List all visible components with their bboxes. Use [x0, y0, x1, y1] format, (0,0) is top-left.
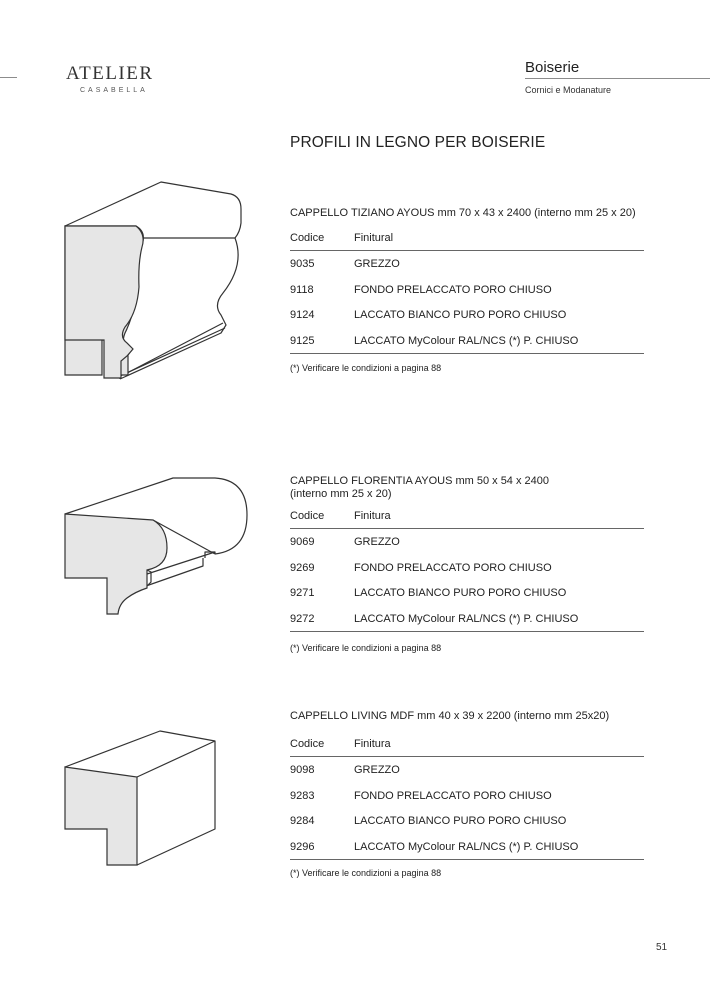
table-row: 9296 LACCATO MyColour RAL/NCS (*) P. CHIUSO — [290, 834, 644, 861]
table-row: 9098 GREZZO — [290, 764, 400, 776]
table-header — [290, 503, 644, 529]
finish-table-living — [290, 731, 644, 860]
table-row: 9272 LACCATO MyColour RAL/NCS (*) P. CHIUSO — [290, 606, 644, 633]
finish-table-florentia — [290, 503, 644, 632]
header-rule-right — [525, 78, 710, 79]
table-row: 9125 LACCATO MyColour RAL/NCS (*) P. CHIUSO — [290, 328, 644, 355]
profile-drawing-florentia — [55, 470, 255, 620]
table-row: 9284 LACCATO BIANCO PURO PORO CHIUSO — [290, 815, 567, 827]
footnote-tiziano: (*) Verificare le condizioni a pagina 88 — [290, 363, 442, 373]
column-header-finish: Finitura — [354, 510, 391, 522]
column-header-code: Codice — [290, 738, 325, 750]
brand-logo-subtitle: CASABELLA — [80, 87, 148, 94]
footnote-living: (*) Verificare le condizioni a pagina 88 — [290, 868, 442, 878]
footnote-florentia: (*) Verificare le condizioni a pagina 88 — [290, 643, 442, 653]
table-row: 9269 FONDO PRELACCATO PORO CHIUSO — [290, 561, 552, 574]
column-header-code: Codice — [290, 232, 325, 244]
table-row: 9124 LACCATO BIANCO PURO PORO CHIUSO — [290, 309, 567, 321]
profile-drawing-tiziano — [55, 175, 255, 385]
section-subtitle: Cornici e Modanature — [525, 85, 612, 95]
column-header-finish: Finitural — [354, 232, 394, 244]
table-row: 9283 FONDO PRELACCATO PORO CHIUSO — [290, 789, 552, 802]
table-row: 9118 FONDO PRELACCATO PORO CHIUSO — [290, 283, 552, 296]
header-rule-left — [0, 77, 17, 78]
column-header-code: Codice — [290, 510, 325, 522]
table-row: 9069 GREZZO — [290, 536, 400, 548]
product-title-living: CAPPELLO LIVING MDF mm 40 x 39 x 2200 (interno mm 25x20) — [290, 710, 610, 722]
finish-table-tiziano — [290, 225, 644, 354]
product-title-tiziano: CAPPELLO TIZIANO AYOUS mm 70 x 43 x 2400 (interno mm 25 x 20) — [290, 207, 636, 219]
profile-drawing-living — [55, 725, 225, 870]
column-header-finish: Finitura — [354, 738, 391, 750]
product-title-florentia: CAPPELLO FLORENTIA AYOUS mm 50 x 54 x 2400 (interno mm 25 x 20) — [290, 475, 550, 500]
table-header — [290, 731, 644, 757]
page-number: 51 — [656, 942, 668, 953]
table-header — [290, 225, 644, 251]
table-row: 9271 LACCATO BIANCO PURO PORO CHIUSO — [290, 587, 567, 599]
section-title: Boiserie — [525, 59, 580, 76]
table-row: 9035 GREZZO — [290, 258, 400, 270]
page-title: PROFILI IN LEGNO PER BOISERIE — [290, 134, 546, 151]
brand-logo: ATELIER — [66, 63, 154, 84]
